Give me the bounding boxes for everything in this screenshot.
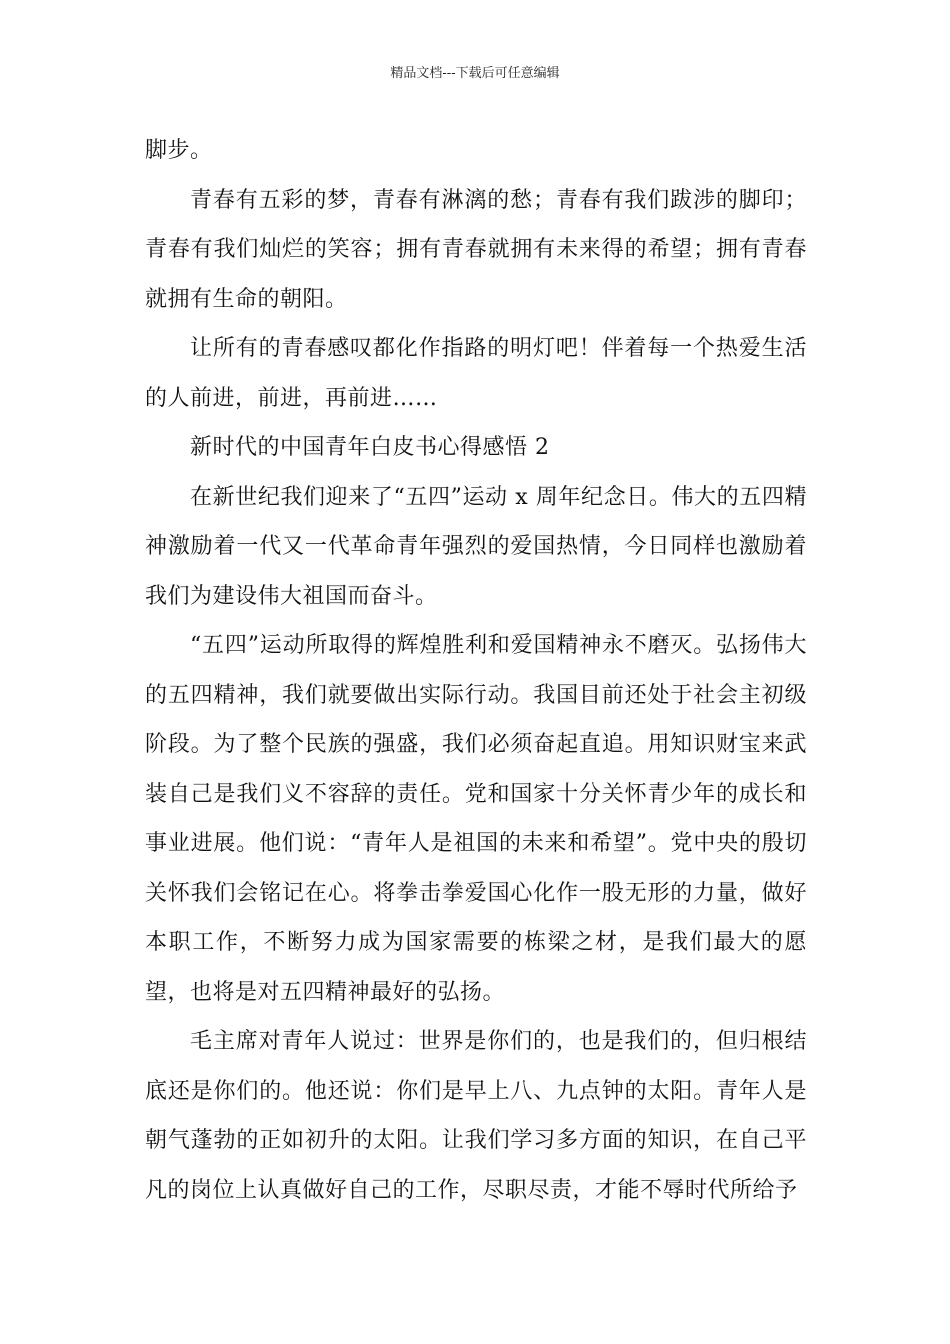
document-body [145, 126, 807, 1215]
paragraph-2: 青春有五彩的梦，青春有淋漓的愁；青春有我们跋涉的脚印；青春有我们灿烂的笑容；拥有青春就拥有未来得的希望；拥有青春就拥有生命的朝阳。 [145, 187, 807, 312]
paragraph-6: 毛主席对青年人说过：世界是你们的，也是我们的，但归根结底还是你们的。他还说：你们是早上八、九点钟的太阳。青年人是朝气蓬勃的正如初升的太阳。让我们学习多方面的知识，在自己平凡的岗位上认真做好自己的工作，尽职尽责，才能不辱时代所给予 [145, 1029, 807, 1203]
page-header: 精品文档---下载后可任意编辑 [390, 66, 560, 81]
paragraph-4: 在新世纪我们迎来了“五四”运动 x 周年纪念日。伟大的五四精神激励着一代又一代革命青年强烈的爱国热情，今日同样也激励着我们为建设伟大祖国而奋斗。 [145, 484, 807, 609]
paragraph-1: 脚步。 [145, 138, 213, 163]
paragraph-3: 让所有的青春感叹都化作指路的明灯吧！伴着每一个热爱生活的人前进，前进，再前进…… [145, 336, 807, 411]
section-heading: 新时代的中国青年白皮书心得感悟 2 [190, 435, 550, 460]
paragraph-5: “五四”运动所取得的辉煌胜利和爱国精神永不磨灭。弘扬伟大的五四精神，我们就要做出实际行动。我国目前还处于社会主初级阶段。为了整个民族的强盛，我们必须奋起直追。用知识财宝来武装自己是我们义不容辞的责任。党和国家十分关怀青少年的成长和事业进展。他们说：“青年人是祖国的未来和希望”。党中央的殷切关怀我们会铭记在心。将拳击拳爱国心化作一股无形的力量，做好本职工作，不断努力成为国家需要的栋梁之材，是我们最大的愿望，也将是对五四精神最好的弘扬。 [145, 633, 807, 1005]
